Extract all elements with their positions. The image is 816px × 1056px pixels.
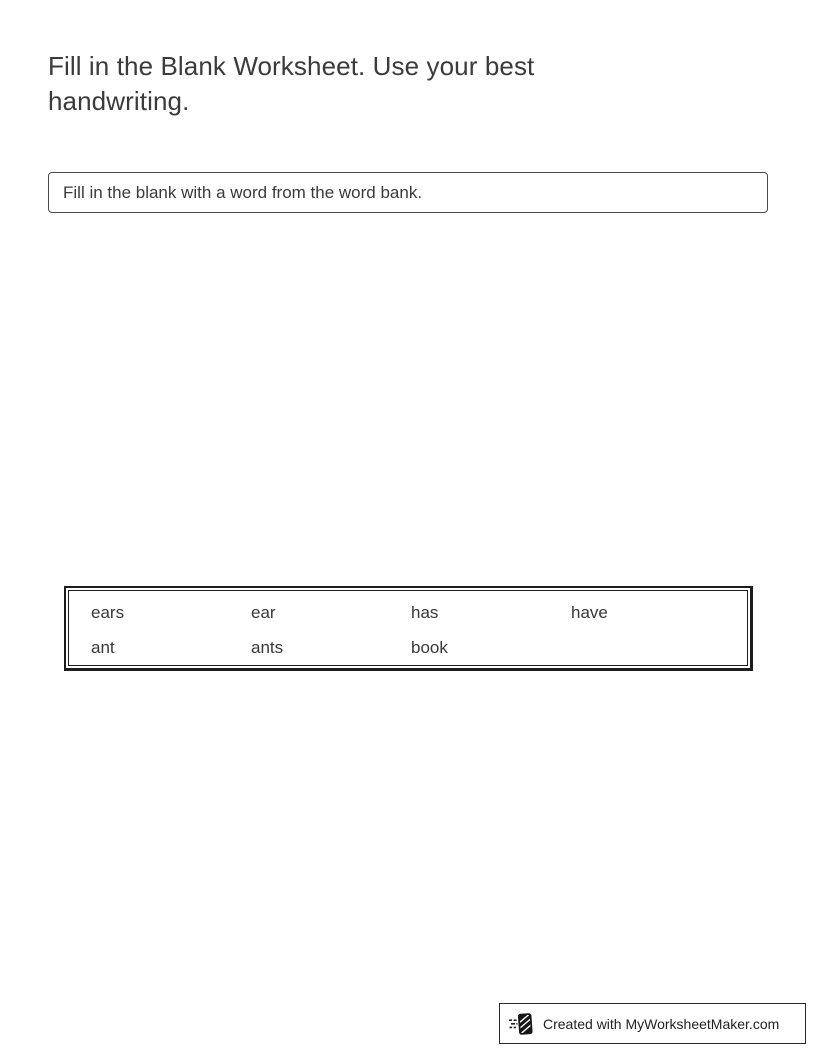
worksheet-title: Fill in the Blank Worksheet. Use your best handwriting. — [48, 51, 535, 116]
worksheetmaker-logo-icon — [509, 1011, 535, 1037]
word-bank-word: has — [411, 602, 439, 622]
word-bank-word: ear — [251, 602, 276, 622]
footer-credit-box — [499, 1003, 806, 1044]
word-bank-word: ant — [91, 637, 115, 657]
instruction-box — [48, 172, 768, 213]
word-bank-word: book — [411, 637, 448, 657]
word-bank-word: ears — [91, 602, 125, 622]
word-bank-word: ants — [251, 637, 284, 657]
word-bank-grid — [68, 590, 748, 666]
instruction-text: Fill in the blank with a word from the word bank. — [63, 182, 423, 202]
word-bank-word: have — [571, 602, 608, 622]
footer-credit-text: Created with MyWorksheetMaker.com — [543, 1015, 780, 1032]
word-bank-box — [64, 586, 753, 671]
